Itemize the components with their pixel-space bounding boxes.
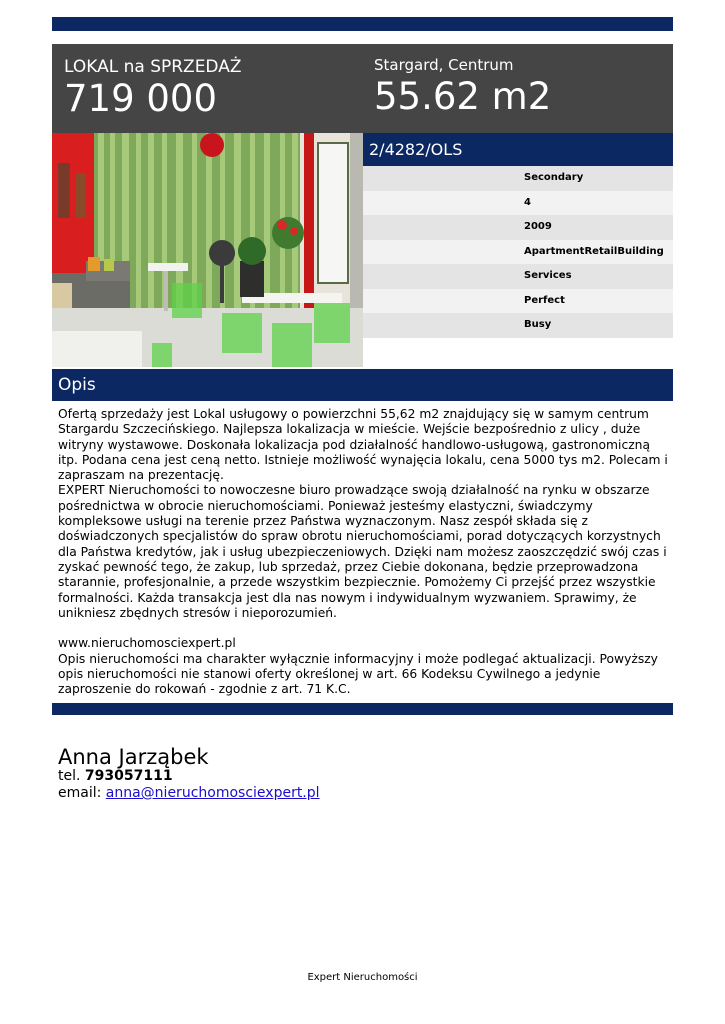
company-paragraph: EXPERT Nieruchomości to nowoczesne biuro prowadzące swoją działalność na rynku w obszarze pośrednictwa w obrocie nieruchomościami. Ponieważ jesteśmy elastyczni, świadczymy kompleksowe usługi na terenie przez Państwa wyznaczonym. Nasz zespół składa się z doświadczonych specjalistów do spraw obrotu nieruchomościami, porad dotyczących korzystnych dla Państwa kredytów, jak i usług ubezpieczeniowych. Dzięki nam możesz zaoszczędzić swój czas i zyskać pewność tego, że zakup, lub sprzedaż, przez Ciebie dokonana, będzie przeprowadzona starannie, profesjonalnie, a przede wszystkim bezpiecznie. Pomożemy Ci przejść przez wszystkie formalności. Każda transakcja jest dla nas nowym i indywidualnym wyzwaniem. Sprawimy, że unikniesz zbędnych stresów i nieporozumień. [58, 483, 667, 620]
property-area: 55.62 m2 [374, 75, 552, 118]
email-link[interactable]: anna@nieruchomosciexpert.pl [105, 785, 320, 801]
agent-email [58, 785, 320, 801]
detail-year-built: 2009 [363, 215, 673, 240]
spacer [58, 621, 670, 636]
listing-reference: 2/4282/OLS [363, 133, 673, 166]
email-label: email: [58, 785, 102, 801]
disclaimer-paragraph: Opis nieruchomości ma charakter wyłącznie informacyjny i może podlegać aktualizacji. Powyższy opis nieruchomości nie stanowi oferty określonej w art. 66 Kodeksu Cywilnego a jedynie zaproszenie do rokowań - zgodnie z art. 71 K.C. [58, 651, 658, 697]
detail-rooms: 4 [363, 191, 673, 216]
detail-building-type: ApartmentRetailBuilding [363, 240, 673, 265]
footer-text: Expert Nieruchomości [307, 972, 418, 983]
top-bar [52, 17, 673, 31]
bottom-bar [52, 703, 673, 715]
phone-number: 793057111 [84, 768, 173, 784]
property-type: LOKAL na SPRZEDAŻ [64, 57, 242, 77]
property-price: 719 000 [64, 77, 218, 120]
detail-usage: Services [363, 264, 673, 289]
photo-illustration [52, 133, 363, 367]
property-location: Stargard, Centrum [374, 56, 514, 74]
agent-name: Anna Jarząbek [58, 745, 209, 769]
agent-phone [58, 768, 173, 784]
detail-location-traffic: Busy [363, 313, 673, 338]
description-heading: Opis [52, 369, 673, 401]
listing-header [52, 44, 673, 133]
detail-market: Secondary [363, 166, 673, 191]
interior-photo [52, 133, 363, 367]
property-details-table [363, 166, 673, 338]
phone-label: tel. [58, 768, 81, 784]
website-text: www.nieruchomosciexpert.pl [58, 636, 236, 651]
description-body [58, 407, 670, 698]
description-paragraph: Ofertą sprzedaży jest Lokal usługowy o powierzchni 55,62 m2 znajdujący się w samym centrum Stargardu Szczecińskiego. Najlepsza lokalizacja w mieście. Wejście bezpośrednio z ulicy , duże witryny wystawowe. Doskonała lokalizacja pod działalność handlowo-usługową, gastronomiczną itp. Podana cena jest ceną netto. Istnieje możliwość wynajęcia lokalu, cena 5000 tys m2. Polecam i zapraszam na prezentację. [58, 407, 668, 483]
detail-condition: Perfect [363, 289, 673, 314]
